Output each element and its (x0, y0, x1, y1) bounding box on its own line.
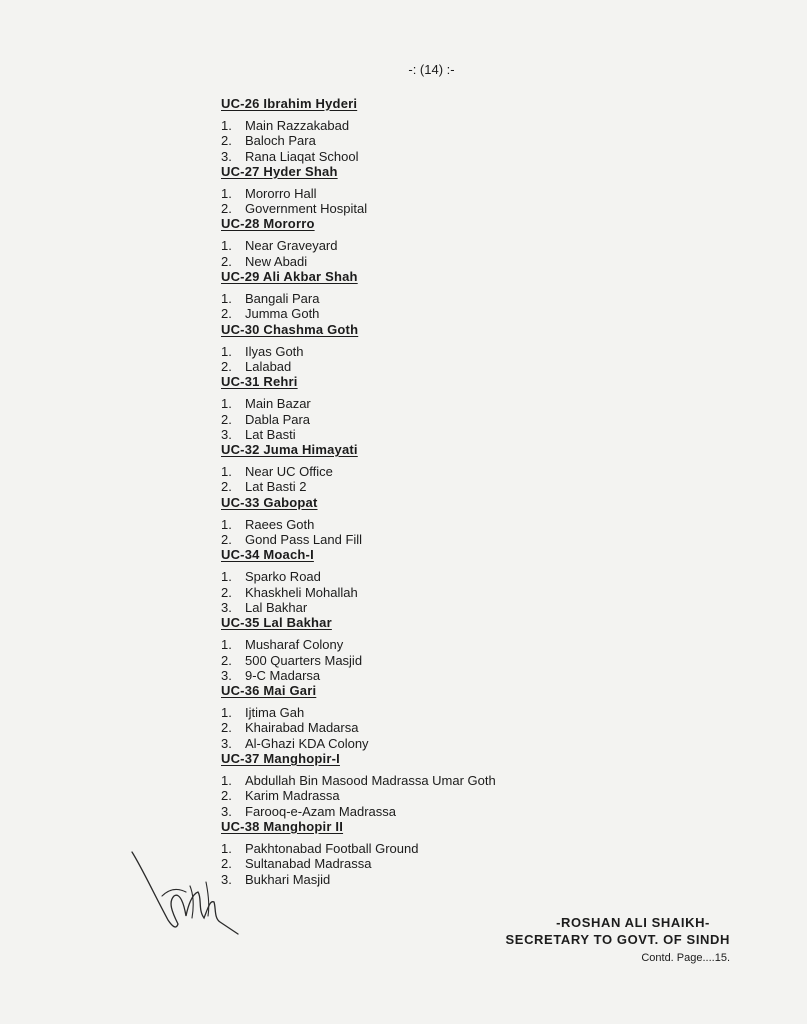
item-text: Baloch Para (245, 133, 316, 149)
uc-heading: UC-36 Mai Gari (221, 683, 317, 699)
item-text: Government Hospital (245, 201, 368, 217)
item-number: 2. (221, 479, 232, 495)
uc-heading: UC-29 Ali Akbar Shah (221, 269, 358, 285)
list-item (221, 569, 781, 584)
item-number: 1. (221, 569, 232, 585)
uc-items (221, 637, 781, 683)
item-number: 1. (221, 396, 232, 412)
item-text: 9-C Madarsa (245, 667, 321, 683)
list-item (221, 149, 781, 164)
item-number: 2. (221, 856, 232, 872)
item-number: 1. (221, 118, 232, 133)
item-text: Khaskheli Mohallah (245, 584, 358, 600)
item-number: 1. (221, 185, 232, 201)
uc-section (221, 216, 781, 269)
item-number: 1. (221, 516, 232, 532)
item-number: 3. (221, 735, 232, 751)
item-text: 500 Quarters Masjid (245, 652, 363, 668)
item-number: 2. (221, 358, 232, 374)
item-text: Lat Basti (245, 426, 296, 442)
uc-heading: UC-38 Manghopir II (221, 818, 344, 834)
list-item (221, 600, 781, 615)
list-item (221, 872, 781, 887)
uc-items (221, 841, 781, 887)
handwritten-signature (128, 846, 248, 936)
item-number: 1. (221, 464, 232, 480)
list-item (221, 427, 781, 442)
uc-section (221, 751, 781, 819)
item-text: New Abadi (245, 253, 308, 269)
list-item (221, 804, 781, 819)
item-number: 3. (221, 803, 232, 819)
list-item (221, 396, 781, 411)
item-number: 3. (221, 599, 232, 615)
uc-heading: UC-32 Juma Himayati (221, 442, 358, 458)
item-number: 2. (221, 411, 232, 427)
uc-heading: UC-33 Gabopat (221, 494, 318, 510)
item-text: Pakhtonabad Football Ground (245, 840, 419, 856)
item-text: Raees Goth (245, 516, 315, 532)
item-number: 2. (221, 584, 232, 600)
item-text: Sultanabad Madrassa (245, 856, 372, 872)
item-text: Abdullah Bin Masood Madrassa Umar Goth (245, 773, 496, 789)
item-text: Lalabad (245, 358, 292, 374)
item-number: 2. (221, 253, 232, 269)
uc-items (221, 238, 781, 269)
item-text: Ijtima Gah (245, 705, 305, 721)
list-item (221, 720, 781, 735)
item-number: 2. (221, 306, 232, 322)
uc-items (221, 118, 781, 164)
list-item (221, 856, 781, 871)
list-item (221, 186, 781, 201)
item-text: Bangali Para (245, 291, 320, 307)
item-number: 2. (221, 788, 232, 804)
uc-heading: UC-27 Hyder Shah (221, 163, 338, 179)
page-number: -: (14) :- (408, 62, 455, 77)
uc-section (221, 442, 781, 495)
item-number: 1. (221, 840, 232, 856)
signatory-title: SECRETARY TO GOVT. OF SINDH (505, 932, 730, 947)
uc-section (221, 547, 781, 615)
item-text: Musharaf Colony (245, 637, 344, 653)
list-item (221, 306, 781, 321)
uc-list (221, 96, 781, 887)
uc-items (221, 396, 781, 442)
item-number: 1. (221, 773, 232, 789)
item-number: 3. (221, 426, 232, 442)
uc-heading: UC-37 Manghopir-I (221, 751, 340, 767)
list-item (221, 532, 781, 547)
item-text: Bukhari Masjid (245, 871, 331, 887)
item-text: Main Razzakabad (245, 118, 350, 133)
item-number: 2. (221, 720, 232, 736)
list-item (221, 773, 781, 788)
item-text: Gond Pass Land Fill (245, 532, 363, 548)
uc-section (221, 269, 781, 322)
uc-section (221, 164, 781, 217)
item-text: Khairabad Madarsa (245, 720, 359, 736)
uc-heading: UC-35 Lal Bakhar (221, 615, 332, 631)
list-item (221, 412, 781, 427)
uc-section (221, 322, 781, 375)
item-text: Near UC Office (245, 464, 333, 480)
item-text: Al-Ghazi KDA Colony (245, 735, 369, 751)
continued-note: Contd. Page....15. (641, 952, 730, 964)
item-number: 3. (221, 148, 232, 164)
item-number: 2. (221, 652, 232, 668)
item-text: Mororro Hall (245, 185, 317, 201)
item-text: Dabla Para (245, 411, 311, 427)
uc-section (221, 683, 781, 751)
list-item (221, 359, 781, 374)
uc-items (221, 517, 781, 548)
item-number: 1. (221, 238, 232, 254)
uc-items (221, 773, 781, 819)
item-number: 1. (221, 291, 232, 307)
uc-section (221, 819, 781, 887)
item-text: Near Graveyard (245, 238, 338, 254)
list-item (221, 736, 781, 751)
uc-items (221, 291, 781, 322)
uc-items (221, 569, 781, 615)
item-number: 2. (221, 532, 232, 548)
item-text: Lal Bakhar (245, 599, 308, 615)
uc-heading: UC-28 Mororro (221, 216, 315, 232)
signoff-block (506, 914, 730, 948)
list-item (221, 668, 781, 683)
item-text: Rana Liaqat School (245, 148, 359, 164)
item-number: 1. (221, 705, 232, 721)
uc-section (221, 374, 781, 442)
uc-heading: UC-34 Moach-I (221, 547, 314, 563)
item-text: Sparko Road (245, 569, 321, 585)
list-item (221, 344, 781, 359)
item-text: Jumma Goth (245, 306, 320, 322)
uc-section (221, 96, 781, 164)
list-item (221, 637, 781, 652)
list-item (221, 841, 781, 856)
list-item (221, 133, 781, 148)
uc-heading: UC-31 Rehri (221, 374, 298, 390)
uc-items (221, 464, 781, 495)
list-item (221, 788, 781, 803)
uc-section (221, 495, 781, 548)
item-number: 1. (221, 637, 232, 653)
uc-heading: UC-30 Chashma Goth (221, 321, 359, 337)
list-item (221, 254, 781, 269)
list-item (221, 705, 781, 720)
list-item (221, 517, 781, 532)
list-item (221, 479, 781, 494)
uc-heading: UC-26 Ibrahim Hyderi (221, 96, 358, 111)
list-item (221, 653, 781, 668)
item-text: Main Bazar (245, 396, 311, 412)
item-number: 1. (221, 343, 232, 359)
item-number: 3. (221, 871, 232, 887)
item-number: 2. (221, 201, 232, 217)
item-text: Karim Madrassa (245, 788, 340, 804)
uc-items (221, 344, 781, 375)
uc-items (221, 186, 781, 217)
list-item (221, 291, 781, 306)
list-item (221, 464, 781, 479)
item-number: 3. (221, 667, 232, 683)
item-text: Ilyas Goth (245, 343, 304, 359)
item-text: Farooq-e-Azam Madrassa (245, 803, 396, 819)
item-text: Lat Basti 2 (245, 479, 307, 495)
uc-items (221, 705, 781, 751)
list-item (221, 238, 781, 253)
list-item (221, 118, 781, 133)
list-item (221, 585, 781, 600)
item-number: 2. (221, 133, 232, 149)
signatory-name: -ROSHAN ALI SHAIKH- (556, 915, 710, 930)
uc-section (221, 615, 781, 683)
list-item (221, 201, 781, 216)
